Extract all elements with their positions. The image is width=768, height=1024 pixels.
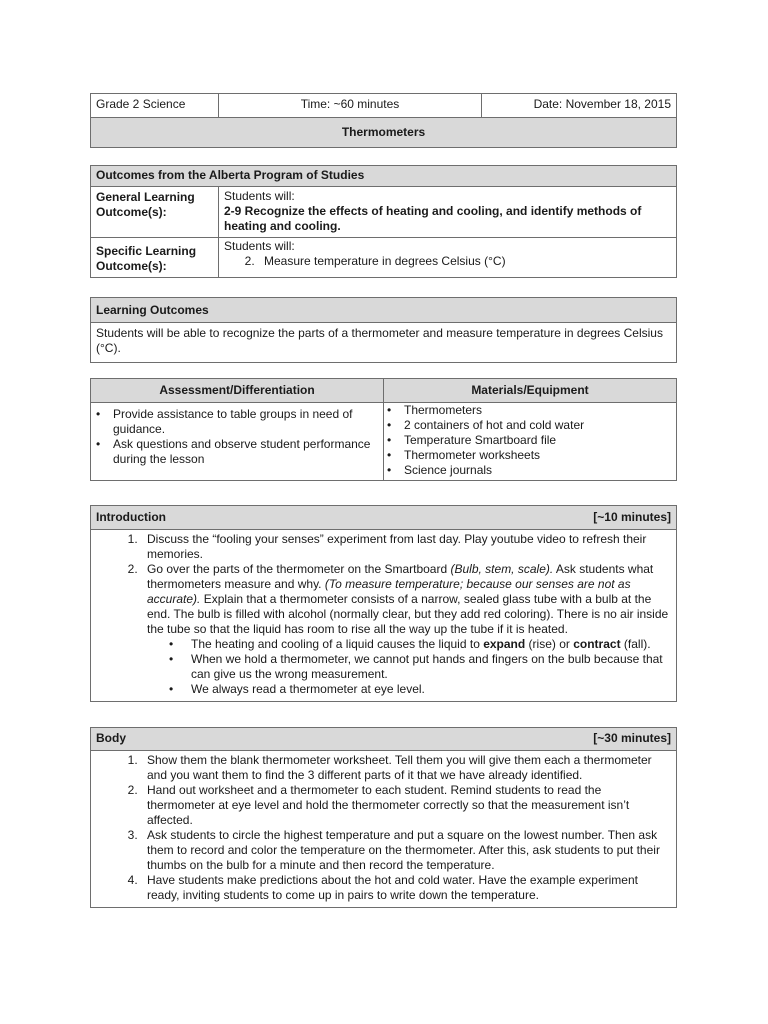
date-cell: Date: November 18, 2015 (482, 94, 677, 118)
materials-item: • Thermometers (395, 403, 671, 418)
introduction-content (91, 530, 677, 702)
body-step: 4. Have students make predictions about the hot and cold water. Have the example experiment ready, inviting students to come up in pairs to write down the temperature. (141, 873, 671, 903)
step2-text-b: (Bulb, stem, scale). (450, 562, 554, 576)
learning-outcomes-block (90, 297, 677, 363)
body-step: 3. Ask students to circle the highest temperature and put a square on the lowest number. Then ask them to record and color the temperature on the thermometer. After this, ask students to put their thumbs on the bulb for a minute and then record the temperature. (141, 828, 671, 873)
sub1-text-e: (fall). (620, 637, 651, 651)
specific-outcome-list (224, 254, 671, 269)
body-steps (91, 753, 671, 903)
step2-text-e: Explain that a thermometer consists of a narrow, sealed glass tube with a bulb at the end. The bulb is filled with alcohol (normally clear, but they add red coloring). There is no air inside the tube so that the liquid has room to rise all the way up the tube if it is heated. (147, 592, 669, 636)
assessment-item: • Ask questions and observe student performance during the lesson (104, 437, 371, 467)
introduction-substep: • We always read a thermometer at eye level. (187, 682, 671, 697)
assessment-heading: Assessment/Differentiation (91, 379, 384, 403)
introduction-substep: • When we hold a thermometer, we cannot put hands and fingers on the bulb because that can give us the wrong measurement. (187, 652, 671, 682)
specific-outcome-intro: Students will: (224, 239, 295, 253)
outcomes-heading: Outcomes from the Alberta Program of Studies (91, 166, 677, 187)
introduction-substep (187, 637, 671, 652)
introduction-steps (91, 532, 671, 697)
materials-list (386, 403, 671, 478)
general-outcome-intro: Students will: (224, 189, 295, 203)
assessment-materials-block (90, 378, 677, 481)
body-block (90, 727, 677, 908)
materials-item: • Thermometer worksheets (395, 448, 671, 463)
introduction-step: 1. Discuss the “fooling your senses” experiment from last day. Play youtube video to refresh their memories. (141, 532, 671, 562)
sub1-text-c: (rise) or (525, 637, 574, 651)
body-header (91, 728, 677, 751)
assessment-item: • Provide assistance to table groups in need of guidance. (104, 407, 371, 437)
body-content (91, 751, 677, 908)
contract-term: contract (573, 637, 621, 651)
materials-cell (384, 403, 677, 481)
body-heading: Body (96, 731, 126, 745)
specific-outcome-label: Specific Learning Outcome(s): (91, 238, 219, 278)
introduction-step (141, 562, 671, 697)
specific-outcome-item: 2. Measure temperature in degrees Celsius (°C) (258, 254, 671, 269)
outcomes-block (90, 165, 677, 278)
subject-cell: Grade 2 Science (91, 94, 219, 118)
materials-item: • Temperature Smartboard file (395, 433, 671, 448)
step2-text-d: (To measure temperature; because our senses are not as accurate). (147, 577, 631, 606)
specific-outcome-cell (219, 238, 677, 278)
assessment-list (93, 407, 371, 467)
introduction-duration: [~10 minutes] (593, 510, 671, 524)
time-cell: Time: ~60 minutes (219, 94, 482, 118)
materials-heading: Materials/Equipment (384, 379, 677, 403)
general-outcome-cell (219, 187, 677, 238)
body-step: 1. Show them the blank thermometer worksheet. Tell them you will give them each a thermometer and you want them to find the 3 different parts of it that we have already identified. (141, 753, 671, 783)
assessment-cell (91, 403, 384, 481)
general-outcome-text: 2-9 Recognize the effects of heating and cooling, and identify methods of heating and cooling. (224, 204, 642, 233)
materials-item: • Science journals (395, 463, 671, 478)
introduction-substeps (147, 637, 671, 697)
introduction-heading: Introduction (96, 510, 166, 524)
sub1-text-a: The heating and cooling of a liquid causes the liquid to (191, 637, 484, 651)
introduction-header (91, 506, 677, 530)
step2-text-a: Go over the parts of the thermometer on the Smartboard (147, 562, 451, 576)
learning-outcomes-heading: Learning Outcomes (91, 298, 677, 323)
step2-text-c: Ask students what thermometers measure and why. (147, 562, 654, 591)
introduction-block (90, 505, 677, 702)
materials-item: • 2 containers of hot and cold water (395, 418, 671, 433)
header-block (90, 93, 677, 148)
general-outcome-label: General Learning Outcome(s): (91, 187, 219, 238)
lesson-title: Thermometers (91, 118, 677, 148)
body-duration: [~30 minutes] (593, 731, 671, 745)
expand-term: expand (483, 637, 526, 651)
body-step: 2. Hand out worksheet and a thermometer to each student. Remind students to read the thermometer at eye level and hold the thermometer correctly so that the measurement isn’t affected. (141, 783, 671, 828)
learning-outcomes-text: Students will be able to recognize the parts of a thermometer and measure temperature in degrees Celsius (°C). (91, 323, 677, 363)
